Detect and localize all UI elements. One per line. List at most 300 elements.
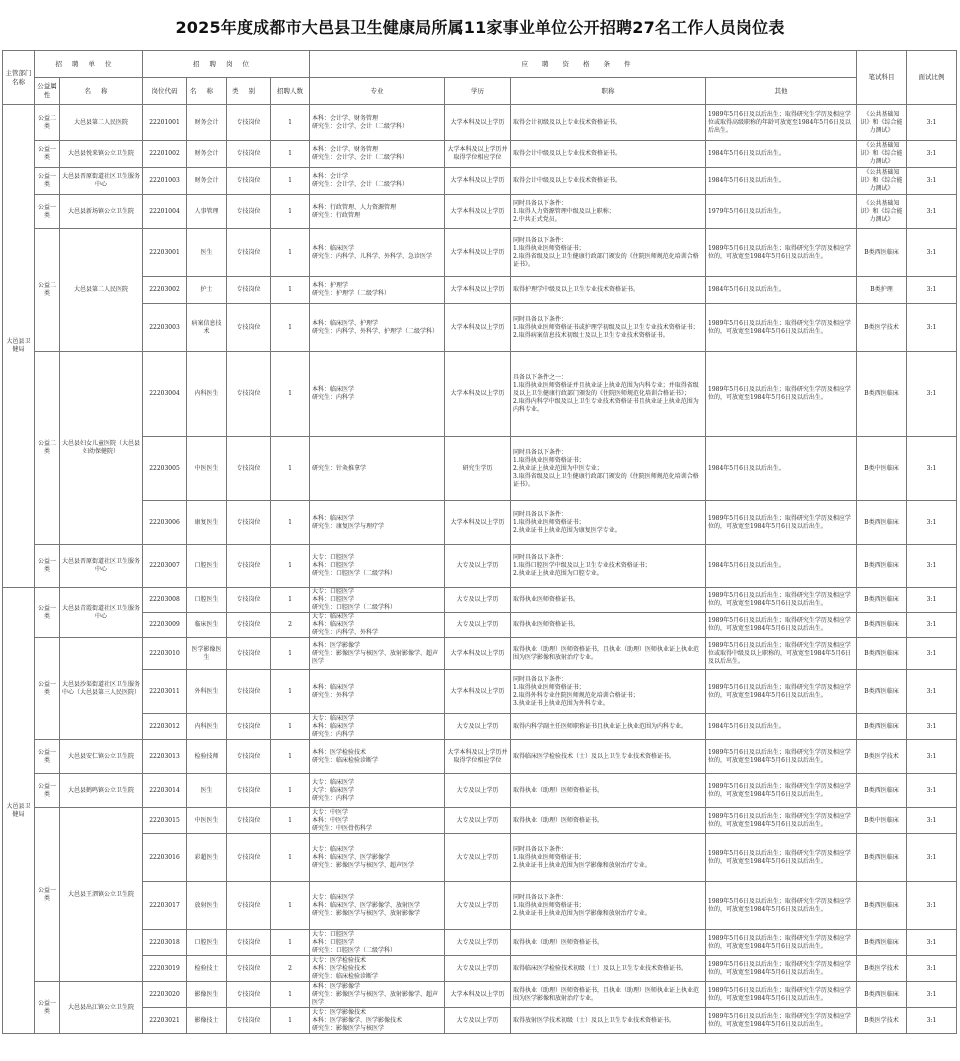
other-requirement-cell: 1989年5月6日及以后出生；取得研究生学历及相应学位的，可放宽至1984年5月6日及以后出生。: [706, 352, 857, 437]
header-position-code: 岗位代码: [143, 78, 187, 105]
unit-name-cell: 大邑县悦来镇公立卫生院: [60, 141, 143, 168]
interview-ratio-cell: 3:1: [907, 956, 957, 982]
headcount-cell: 1: [271, 740, 310, 774]
table-row: [3, 638, 957, 670]
position-name-cell: 护士: [187, 277, 227, 304]
other-requirement-cell: 1989年5月6日及以后出生；取得研究生学历及相应学位的，可放宽至1984年5月6日及以后出生。: [706, 956, 857, 982]
table-row: [3, 545, 957, 588]
interview-ratio-cell: 3:1: [907, 714, 957, 740]
category-cell: 专技岗位: [227, 774, 271, 808]
position-code-cell: 22203018: [143, 930, 187, 956]
title-requirement-cell: 取得会计初级及以上专业技术资格证书。: [511, 105, 706, 141]
other-requirement-cell: 1989年5月6日及以后出生；取得研究生学历及相应学位的，可放宽至1984年5月6日及以后出生。: [706, 982, 857, 1008]
written-exam-cell: 《公共基础知识》和《综合能力测试》: [857, 195, 907, 229]
table-row: [3, 774, 957, 808]
education-cell: 大学本科及以上学历: [445, 105, 511, 141]
title-requirement-cell: 同时具备以下条件： 1.取得执业医师资格证书； 2.执业证上执业范围为中医专业； 3.取得省级及以上卫生健康行政部门颁发的《住院医师规范化培训合格证书》。: [511, 437, 706, 501]
header-interview-ratio: 面试比例: [907, 51, 957, 105]
position-code-cell: 22203007: [143, 545, 187, 588]
education-cell: 大专及以上学历: [445, 930, 511, 956]
interview-ratio-cell: 3:1: [907, 638, 957, 670]
unit-type-cell: 公益一类: [35, 638, 60, 740]
title-requirement-cell: 同时具备以下条件： 1.取得口腔医学中级及以上卫生专业技术资格证书； 2.执业证上执业范围为口腔专业。: [511, 545, 706, 588]
position-name-cell: 口腔医生: [187, 545, 227, 588]
written-exam-cell: B类医学技术: [857, 740, 907, 774]
headcount-cell: 1: [271, 501, 310, 545]
headcount-cell: 1: [271, 714, 310, 740]
table-row: [3, 229, 957, 277]
interview-ratio-cell: 3:1: [907, 105, 957, 141]
education-cell: 大专及以上学历: [445, 588, 511, 613]
education-cell: 大学本科及以上学历: [445, 168, 511, 195]
position-code-cell: 22201003: [143, 168, 187, 195]
major-cell: 本科：会计学 研究生：会计学、会计（二级学科）: [310, 168, 445, 195]
category-cell: 专技岗位: [227, 588, 271, 613]
position-name-cell: 财务会计: [187, 168, 227, 195]
title-requirement-cell: 取得执业（助理）医师资格证书，且执业（助理）医师执业证上执业范围为医学影像和放射治疗专业。: [511, 982, 706, 1008]
major-cell: 本科：会计学、财务管理 研究生：会计学、会计（二级学科）: [310, 141, 445, 168]
position-name-cell: 中医医生: [187, 437, 227, 501]
title-requirement-cell: 取得执业（助理）医师资格证书。: [511, 930, 706, 956]
major-cell: 本科：医学检验技术 研究生：临床检验诊断学: [310, 740, 445, 774]
header-unit-name: 名称: [60, 78, 143, 105]
category-cell: 专技岗位: [227, 304, 271, 352]
category-cell: 专技岗位: [227, 141, 271, 168]
title-requirement-cell: 取得会计中级及以上专业技术资格证书。: [511, 168, 706, 195]
written-exam-cell: 《公共基础知识》和《综合能力测试》: [857, 105, 907, 141]
table-row: [3, 588, 957, 613]
major-cell: 本科：临床医学 研究生：外科学: [310, 670, 445, 714]
title-requirement-cell: 同时具备以下条件： 1.取得执业医师资格证书； 2.执业证书上执业范围为医学影像和放射治疗专业。: [511, 882, 706, 930]
header-other: 其他: [706, 78, 857, 105]
position-code-cell: 22201004: [143, 195, 187, 229]
position-name-cell: 医生: [187, 229, 227, 277]
table-row: [3, 1008, 957, 1034]
title-requirement-cell: 同时具备以下条件： 1.取得人力资源管理中级及以上职称； 2.中共正式党员。: [511, 195, 706, 229]
title-requirement-cell: 取得执业医师资格证书。: [511, 588, 706, 613]
table-row: [3, 834, 957, 882]
unit-type-cell: 公益一类: [35, 168, 60, 195]
interview-ratio-cell: 3:1: [907, 304, 957, 352]
headcount-cell: 1: [271, 1008, 310, 1034]
position-code-cell: 22201002: [143, 141, 187, 168]
position-code-cell: 22203009: [143, 613, 187, 638]
education-cell: 大学本科及以上学历: [445, 638, 511, 670]
interview-ratio-cell: 3:1: [907, 437, 957, 501]
header-unit-type: 公益属性: [35, 78, 60, 105]
major-cell: 本科：护理学 研究生：护理学（二级学科）: [310, 277, 445, 304]
title-requirement-cell: 同时具备以下条件： 1.取得执业医师资格证书或护理学初级及以上卫生专业技术资格证书； 2.取得病案信息技术初级士及以上卫生专业技术资格证书。: [511, 304, 706, 352]
interview-ratio-cell: 3:1: [907, 740, 957, 774]
header-position: 招聘岗位: [143, 51, 310, 78]
recruitment-table: [2, 50, 957, 1034]
table-row: [3, 714, 957, 740]
education-cell: 大学本科及以上学历并取得学位相应学位: [445, 740, 511, 774]
written-exam-cell: B类西医临床: [857, 882, 907, 930]
interview-ratio-cell: 3:1: [907, 834, 957, 882]
headcount-cell: 2: [271, 956, 310, 982]
unit-type-cell: 公益一类: [35, 545, 60, 588]
interview-ratio-cell: 3:1: [907, 930, 957, 956]
table-row: [3, 277, 957, 304]
position-name-cell: 放射医生: [187, 882, 227, 930]
title-requirement-cell: 取得放射医学技术初级（士）及以上卫生专业技术资格证书。: [511, 1008, 706, 1034]
written-exam-cell: 《公共基础知识》和《综合能力测试》: [857, 168, 907, 195]
category-cell: 专技岗位: [227, 437, 271, 501]
category-cell: 专技岗位: [227, 277, 271, 304]
position-name-cell: 外科医生: [187, 670, 227, 714]
table-row: [3, 808, 957, 834]
major-cell: 大专：口腔医学 本科：口腔医学 研究生：口腔医学（二级学科）: [310, 588, 445, 613]
headcount-cell: 2: [271, 613, 310, 638]
unit-name-cell: 大邑县沙渠街道社区卫生服务中心（大邑县第三人民医院）: [60, 638, 143, 740]
table-row: [3, 501, 957, 545]
title-requirement-cell: 同时具备以下条件： 1.取得执业医师资格证书； 2.取得省级及以上卫生健康行政部门颁发的《住院医师规范化培训合格证书》。: [511, 229, 706, 277]
position-code-cell: 22203017: [143, 882, 187, 930]
major-cell: 大专：临床医学 本科：临床医学 研究生：内科学、外科学: [310, 613, 445, 638]
category-cell: 专技岗位: [227, 808, 271, 834]
headcount-cell: 1: [271, 808, 310, 834]
written-exam-cell: B类护理: [857, 277, 907, 304]
other-requirement-cell: 1984年5月6日及以后出生。: [706, 277, 857, 304]
title-requirement-cell: 取得内科学副主任医师职称证书且执业证上执业范围为内科专业。: [511, 714, 706, 740]
table-row: [3, 304, 957, 352]
written-exam-cell: B类西医临床: [857, 588, 907, 613]
title-requirement-cell: 取得临床医学检验技术（士）及以上卫生专业技术资格证书。: [511, 740, 706, 774]
written-exam-cell: B类中医临床: [857, 808, 907, 834]
title-requirement-cell: 取得临床医学检验技术初级（士）及以上卫生专业技术资格证书。: [511, 956, 706, 982]
written-exam-cell: B类医学技术: [857, 1008, 907, 1034]
unit-type-cell: 公益二类: [35, 105, 60, 141]
position-code-cell: 22203014: [143, 774, 187, 808]
table-row: [3, 352, 957, 437]
interview-ratio-cell: 3:1: [907, 352, 957, 437]
education-cell: 大学本科及以上学历: [445, 195, 511, 229]
unit-name-cell: 大邑县鹤鸣镇公立卫生院: [60, 774, 143, 808]
position-code-cell: 22203001: [143, 229, 187, 277]
education-cell: 大专及以上学历: [445, 774, 511, 808]
title-requirement-cell: 取得会计中级及以上专业技术资格证书。: [511, 141, 706, 168]
category-cell: 专技岗位: [227, 982, 271, 1008]
position-name-cell: 临床医生: [187, 613, 227, 638]
major-cell: 本科：临床医学、护理学 研究生：内科学、外科学、护理学（二级学科）: [310, 304, 445, 352]
category-cell: 专技岗位: [227, 670, 271, 714]
unit-name-cell: 大邑县晋原街道社区卫生服务中心: [60, 545, 143, 588]
major-cell: 本科：临床医学 研究生：康复医学与理疗学: [310, 501, 445, 545]
unit-type-cell: 公益一类: [35, 808, 60, 982]
unit-name-cell: 大邑县妇女儿童医院（大邑县妇幼保健院）: [60, 352, 143, 545]
other-requirement-cell: 1984年5月6日及以后出生。: [706, 714, 857, 740]
table-row: [3, 105, 957, 141]
category-cell: 专技岗位: [227, 740, 271, 774]
header-major: 专业: [310, 78, 445, 105]
position-code-cell: 22203008: [143, 588, 187, 613]
category-cell: 专技岗位: [227, 545, 271, 588]
title-requirement-cell: 同时具备以下条件： 1.取得执业医师资格证书； 2.取得外科专业住院医师规范化培训合格证书； 3.执业证书上执业范围为外科专业。: [511, 670, 706, 714]
table-row: [3, 141, 957, 168]
position-name-cell: 内科医生: [187, 352, 227, 437]
position-name-cell: 财务会计: [187, 141, 227, 168]
title-requirement-cell: 具备以下条件之一： 1.取得执业医师资格证并且执业证上执业范围为内科专业；并取得省级及以上卫生健康行政部门颁发的《住院医师规范化培训合格证书》； 2.取得内科学中级及以上卫生专业技术资格证书且执业证上执业范围为内科专业。: [511, 352, 706, 437]
unit-type-cell: 公益一类: [35, 141, 60, 168]
unit-type-cell: 公益一类: [35, 195, 60, 229]
unit-name-cell: 大邑县安仁镇公立卫生院: [60, 740, 143, 774]
other-requirement-cell: 1989年5月6日及以后出生；取得研究生学历及相应学位的，可放宽至1984年5月6日及以后出生。: [706, 834, 857, 882]
major-cell: 本科：医学影像学 研究生：影像医学与核医学、放射影像学、超声医学: [310, 638, 445, 670]
unit-type-cell: 公益二类: [35, 229, 60, 352]
headcount-cell: 1: [271, 638, 310, 670]
position-code-cell: 22203004: [143, 352, 187, 437]
headcount-cell: 1: [271, 105, 310, 141]
position-name-cell: 医生: [187, 774, 227, 808]
written-exam-cell: B类医学技术: [857, 304, 907, 352]
category-cell: 专技岗位: [227, 956, 271, 982]
other-requirement-cell: 1989年5月6日及以后出生；取得研究生学历及相应学位的，可放宽至1984年5月6日及以后出生。: [706, 740, 857, 774]
position-code-cell: 22203006: [143, 501, 187, 545]
header-written-exam: 笔试科目: [857, 51, 907, 105]
headcount-cell: 1: [271, 352, 310, 437]
other-requirement-cell: 1989年5月6日及以后出生；取得研究生学历及相应学位的，可放宽至1984年5月6日及以后出生。: [706, 501, 857, 545]
position-code-cell: 22203016: [143, 834, 187, 882]
major-cell: 大专：口腔医学 本科：口腔医学 研究生：口腔医学（二级学科）: [310, 545, 445, 588]
headcount-cell: 1: [271, 437, 310, 501]
title-requirement-cell: 取得执业（助理）医师资格证书。: [511, 808, 706, 834]
unit-name-cell: 大邑县出江镇公立卫生院: [60, 982, 143, 1034]
position-code-cell: 22203005: [143, 437, 187, 501]
interview-ratio-cell: 3:1: [907, 141, 957, 168]
interview-ratio-cell: 3:1: [907, 545, 957, 588]
table-row: [3, 613, 957, 638]
header-department: 主管部门名称: [3, 51, 35, 105]
education-cell: 研究生学历: [445, 437, 511, 501]
unit-type-cell: 公益二类: [35, 352, 60, 545]
written-exam-cell: B类西医临床: [857, 670, 907, 714]
department-cell: 大邑县卫健局: [3, 105, 35, 588]
other-requirement-cell: 1984年5月6日及以后出生。: [706, 141, 857, 168]
interview-ratio-cell: 3:1: [907, 588, 957, 613]
position-code-cell: 22203002: [143, 277, 187, 304]
education-cell: 大学本科及以上学历并取得学位相应学位: [445, 141, 511, 168]
other-requirement-cell: 1989年5月6日及以后出生；取得研究生学历及相应学位的，可放宽至1984年5月6日及以后出生。: [706, 774, 857, 808]
education-cell: 大专及以上学历: [445, 882, 511, 930]
table-row: [3, 882, 957, 930]
other-requirement-cell: 1989年5月6日及以后出生；取得研究生学历及相应学位的，可放宽至1984年5月6日及以后出生。: [706, 882, 857, 930]
position-name-cell: 人事管理: [187, 195, 227, 229]
unit-type-cell: 公益一类: [35, 982, 60, 1034]
interview-ratio-cell: 3:1: [907, 613, 957, 638]
position-code-cell: 22203013: [143, 740, 187, 774]
title-requirement-cell: 取得执业（助理）医师资格证书。: [511, 774, 706, 808]
headcount-cell: 1: [271, 545, 310, 588]
table-row: [3, 168, 957, 195]
interview-ratio-cell: 3:1: [907, 277, 957, 304]
position-code-cell: 22201001: [143, 105, 187, 141]
unit-type-cell: 公益一类: [35, 588, 60, 638]
written-exam-cell: B类中医临床: [857, 437, 907, 501]
education-cell: 大学本科及以上学历: [445, 501, 511, 545]
major-cell: 研究生：针灸推拿学: [310, 437, 445, 501]
interview-ratio-cell: 3:1: [907, 808, 957, 834]
category-cell: 专技岗位: [227, 229, 271, 277]
title-requirement-cell: 同时具备以下条件： 1.取得执业医师资格证书； 2.执业证书上执业范围为康复医学专业。: [511, 501, 706, 545]
header-category: 类别: [227, 78, 271, 105]
major-cell: 本科：会计学、财务管理 研究生：会计学、会计（二级学科）: [310, 105, 445, 141]
headcount-cell: 1: [271, 141, 310, 168]
table-row: [3, 956, 957, 982]
interview-ratio-cell: 3:1: [907, 1008, 957, 1034]
position-code-cell: 22203021: [143, 1008, 187, 1034]
other-requirement-cell: 1989年5月6日及以后出生；取得研究生学历及相应学位的，可放宽至1984年5月6日及以后出生。: [706, 1008, 857, 1034]
other-requirement-cell: 1989年5月6日及以后出生；取得研究生学历及相应学位的，可放宽至1984年5月6日及以后出生。: [706, 588, 857, 613]
header-title: 职称: [511, 78, 706, 105]
education-cell: 大学本科及以上学历: [445, 670, 511, 714]
interview-ratio-cell: 3:1: [907, 670, 957, 714]
major-cell: 本科：临床医学 研究生：内科学、儿科学、外科学、急诊医学: [310, 229, 445, 277]
interview-ratio-cell: 3:1: [907, 168, 957, 195]
major-cell: 大专：临床医学 本科：临床医学、医学影像学、放射医学 研究生：影像医学与核医学、放射影像学: [310, 882, 445, 930]
interview-ratio-cell: 3:1: [907, 501, 957, 545]
other-requirement-cell: 1979年5月6日及以后出生。: [706, 195, 857, 229]
written-exam-cell: B类西医临床: [857, 930, 907, 956]
headcount-cell: 1: [271, 930, 310, 956]
category-cell: 专技岗位: [227, 834, 271, 882]
written-exam-cell: B类西医临床: [857, 982, 907, 1008]
position-name-cell: 检验技师: [187, 740, 227, 774]
written-exam-cell: B类西医临床: [857, 638, 907, 670]
position-code-cell: 22203015: [143, 808, 187, 834]
header-education: 学历: [445, 78, 511, 105]
major-cell: 大专：口腔医学 本科：口腔医学 研究生：口腔医学（二级学科）: [310, 930, 445, 956]
document-title: 2025年度成都市大邑县卫生健康局所属11家事业单位公开招聘27名工作人员岗位表: [175, 18, 785, 37]
headcount-cell: 1: [271, 882, 310, 930]
headcount-cell: 1: [271, 168, 310, 195]
header-position-name: 名称: [187, 78, 227, 105]
major-cell: 大专：临床医学 本科：临床医学 研究生：内科学: [310, 714, 445, 740]
other-requirement-cell: 1989年5月6日及以后出生；取得研究生学历及相应学位的，可放宽至1984年5月6日及以后出生。: [706, 808, 857, 834]
education-cell: 大学本科及以上学历: [445, 982, 511, 1008]
education-cell: 大专及以上学历: [445, 834, 511, 882]
table-row: [3, 195, 957, 229]
interview-ratio-cell: 3:1: [907, 195, 957, 229]
major-cell: 大专：临床医学 本科：临床医学、医学影像学 研究生：影像医学与核医学、超声医学: [310, 834, 445, 882]
unit-name-cell: 大邑县新场镇公立卫生院: [60, 195, 143, 229]
category-cell: 专技岗位: [227, 168, 271, 195]
interview-ratio-cell: 3:1: [907, 774, 957, 808]
other-requirement-cell: 1989年5月6日及以后出生；取得研究生学历及相应学位的，可放宽至1984年5月6日及以后出生。: [706, 613, 857, 638]
other-requirement-cell: 1989年5月6日及以后出生；取得研究生学历及相应学位或取得高级职称的年龄可放宽至1984年5月6日及以后出生。: [706, 105, 857, 141]
written-exam-cell: B类西医临床: [857, 229, 907, 277]
table-row: [3, 670, 957, 714]
education-cell: 大学本科及以上学历: [445, 229, 511, 277]
position-code-cell: 22203010: [143, 638, 187, 670]
education-cell: 大专及以上学历: [445, 613, 511, 638]
headcount-cell: 1: [271, 834, 310, 882]
education-cell: 大专及以上学历: [445, 1008, 511, 1034]
written-exam-cell: B类西医临床: [857, 834, 907, 882]
other-requirement-cell: 1984年5月6日及以后出生。: [706, 437, 857, 501]
title-requirement-cell: 取得执业（助理）医师资格证书，且执业（助理）医师执业证上执业范围为医学影像和放射治疗专业。: [511, 638, 706, 670]
written-exam-cell: B类医学技术: [857, 956, 907, 982]
unit-name-cell: 大邑县第二人民医院: [60, 229, 143, 352]
major-cell: 本科：临床医学 研究生：内科学: [310, 352, 445, 437]
headcount-cell: 1: [271, 304, 310, 352]
category-cell: 专技岗位: [227, 501, 271, 545]
other-requirement-cell: 1989年5月6日及以后出生；取得研究生学历及相应学位的，可放宽至1984年5月6日及以后出生。: [706, 229, 857, 277]
interview-ratio-cell: 3:1: [907, 982, 957, 1008]
headcount-cell: 1: [271, 277, 310, 304]
title-requirement-cell: 同时具备以下条件： 1.取得执业医师资格证书； 2.执业证书上执业范围为医学影像和放射治疗专业。: [511, 834, 706, 882]
position-name-cell: 检验技士: [187, 956, 227, 982]
interview-ratio-cell: 3:1: [907, 882, 957, 930]
major-cell: 大专：医学影像技术 本科：医学影像学、医学影像技术 研究生：影像医学与核医学: [310, 1008, 445, 1034]
headcount-cell: 1: [271, 774, 310, 808]
major-cell: 本科：行政管理、人力资源管理 研究生：行政管理: [310, 195, 445, 229]
major-cell: 大专：临床医学 大学：临床医学 研究生：内科学: [310, 774, 445, 808]
header-unit: 招聘单位: [35, 51, 143, 78]
headcount-cell: 1: [271, 982, 310, 1008]
category-cell: 专技岗位: [227, 195, 271, 229]
unit-type-cell: 公益一类: [35, 740, 60, 774]
education-cell: 大专及以上学历: [445, 808, 511, 834]
major-cell: 大专：医学检验技术 本科：医学检验技术 研究生：临床检验诊断学: [310, 956, 445, 982]
table-row: [3, 930, 957, 956]
header-headcount: 招聘人数: [271, 78, 310, 105]
position-name-cell: 医学影像医生: [187, 638, 227, 670]
table-row: [3, 740, 957, 774]
category-cell: 专技岗位: [227, 714, 271, 740]
unit-type-cell: 公益一类: [35, 774, 60, 808]
department-cell: 大邑县卫健局: [3, 588, 35, 1034]
education-cell: 大学本科及以上学历: [445, 352, 511, 437]
written-exam-cell: B类西医临床: [857, 613, 907, 638]
education-cell: 大学本科及以上学历: [445, 277, 511, 304]
other-requirement-cell: 1989年5月6日及以后出生；取得研究生学历及相应学位的，可放宽至1984年5月6日及以后出生。: [706, 304, 857, 352]
major-cell: 本科：医学影像学 研究生：影像医学与核医学、放射影像学、超声医学: [310, 982, 445, 1008]
other-requirement-cell: 1989年5月6日及以后出生；取得研究生学历及相应学位或取得中级及以上职称的，可放宽至1984年5月6日及以后出生。: [706, 638, 857, 670]
written-exam-cell: B类西医临床: [857, 352, 907, 437]
position-name-cell: 内科医生: [187, 714, 227, 740]
category-cell: 专技岗位: [227, 352, 271, 437]
position-name-cell: 口腔医生: [187, 930, 227, 956]
category-cell: 专技岗位: [227, 1008, 271, 1034]
position-name-cell: 彩超医生: [187, 834, 227, 882]
headcount-cell: 1: [271, 229, 310, 277]
headcount-cell: 1: [271, 588, 310, 613]
table-body: [3, 105, 957, 1034]
unit-name-cell: 大邑县王泗镇公立卫生院: [60, 808, 143, 982]
education-cell: 大专及以上学历: [445, 545, 511, 588]
category-cell: 专技岗位: [227, 638, 271, 670]
unit-name-cell: 大邑县青霞街道社区卫生服务中心: [60, 588, 143, 638]
position-code-cell: 22203003: [143, 304, 187, 352]
position-name-cell: 病案信息技术: [187, 304, 227, 352]
education-cell: 大专及以上学历: [445, 714, 511, 740]
title-requirement-cell: 取得护理学中级及以上卫生专业技术资格证书。: [511, 277, 706, 304]
category-cell: 专技岗位: [227, 930, 271, 956]
written-exam-cell: B类西医临床: [857, 714, 907, 740]
written-exam-cell: B类西医临床: [857, 501, 907, 545]
position-name-cell: 中医医生: [187, 808, 227, 834]
position-code-cell: 22203019: [143, 956, 187, 982]
category-cell: 专技岗位: [227, 105, 271, 141]
unit-name-cell: 大邑县第二人民医院: [60, 105, 143, 141]
position-name-cell: 口腔医生: [187, 588, 227, 613]
position-code-cell: 22203012: [143, 714, 187, 740]
education-cell: 大学本科及以上学历: [445, 304, 511, 352]
category-cell: 专技岗位: [227, 613, 271, 638]
major-cell: 大专：中医学 本科：中医学 研究生：中医骨伤科学: [310, 808, 445, 834]
other-requirement-cell: 1984年5月6日及以后出生。: [706, 168, 857, 195]
